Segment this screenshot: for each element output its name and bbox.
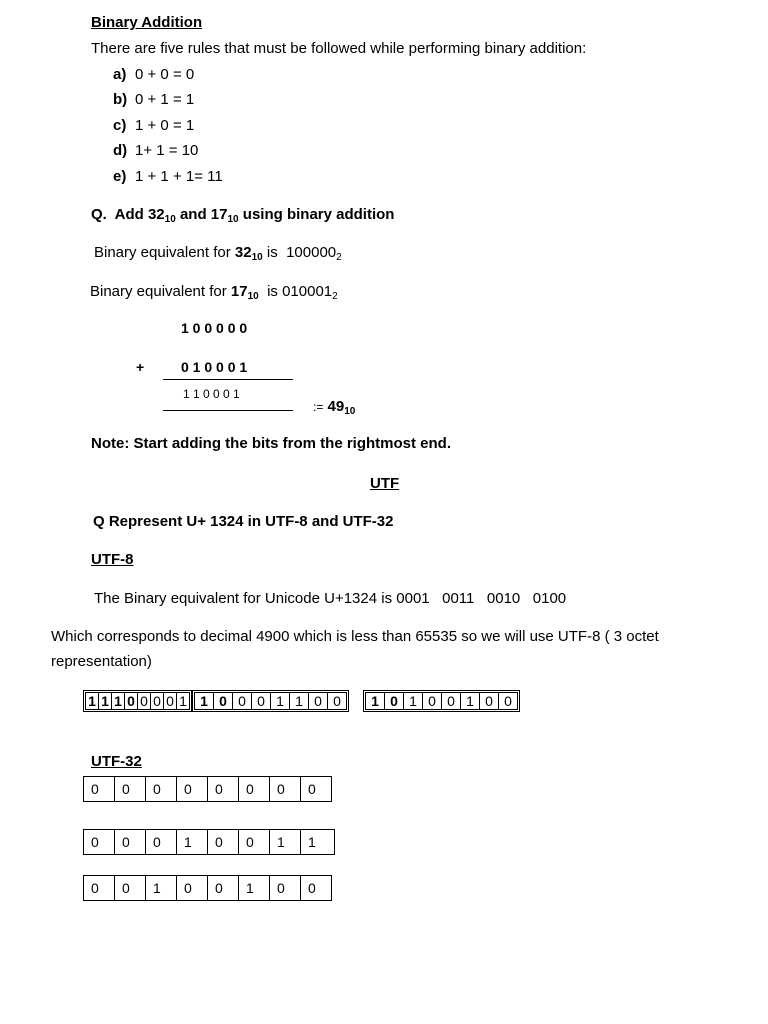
bit-cell: 1 xyxy=(365,692,385,710)
bit-cell: 0 xyxy=(238,776,270,802)
bit-cell: 0 xyxy=(163,692,177,710)
utf32-row-2 xyxy=(83,829,335,855)
rule-text: 1 + 0 = 1 xyxy=(135,117,195,134)
equiv2-line xyxy=(90,283,338,301)
bit-cell: 1 xyxy=(176,829,208,855)
bit-cell: 1 xyxy=(98,692,112,710)
equiv1-is: is xyxy=(266,244,278,261)
bit-cell: 1 xyxy=(289,692,309,710)
question1-and-word: and xyxy=(179,206,207,223)
bit-cell: 0 xyxy=(498,692,518,710)
bit-cell: 0 xyxy=(176,776,208,802)
bit-cell: 0 xyxy=(422,692,442,710)
bit-cell: 0 xyxy=(269,776,301,802)
equiv1-num: 32 xyxy=(234,244,252,261)
equiv2-is: is xyxy=(267,283,278,300)
equiv1-value: 100000 xyxy=(286,244,337,261)
bit-cell: 1 xyxy=(176,692,190,710)
bit-cell: 1 xyxy=(460,692,480,710)
rule-text: 0 + 1 = 1 xyxy=(135,91,195,108)
rule-label: b) xyxy=(113,91,128,108)
addend2: 0 1 0 0 0 1 xyxy=(181,359,248,375)
bit-cell: 0 xyxy=(479,692,499,710)
equiv1-base: 10 xyxy=(251,252,263,263)
utf8-octet-2 xyxy=(192,690,349,712)
rule-item xyxy=(113,168,223,185)
utf32-row-1 xyxy=(83,776,332,802)
utf8-octets xyxy=(83,690,534,712)
bit-cell: 0 xyxy=(145,829,177,855)
rule-item xyxy=(113,66,194,83)
utf32-heading: UTF-32 xyxy=(91,753,142,770)
utf8-explain-line2: representation) xyxy=(51,653,152,670)
bit-cell: 0 xyxy=(213,692,233,710)
rule-item xyxy=(113,142,198,159)
bit-cell: 0 xyxy=(207,829,239,855)
bit-cell: 0 xyxy=(83,829,115,855)
bit-cell: 0 xyxy=(137,692,151,710)
question1-num2: 17 xyxy=(210,206,228,223)
equiv2-base: 10 xyxy=(247,291,259,302)
bit-cell: 0 xyxy=(251,692,271,710)
rule-label: e) xyxy=(113,168,127,185)
bit-cell: 1 xyxy=(270,692,290,710)
rule-text: 1 + 1 + 1= 11 xyxy=(135,168,223,185)
bit-cell: 1 xyxy=(194,692,214,710)
question1-num2-base: 10 xyxy=(227,214,239,225)
bit-cell: 0 xyxy=(150,692,164,710)
binary-addition-heading: Binary Addition xyxy=(91,14,203,31)
utf-question: Q Represent U+ 1324 in UTF-8 and UTF-32 xyxy=(93,513,394,530)
bit-cell: 0 xyxy=(232,692,252,710)
utf8-binary-line: The Binary equivalent for Unicode U+1324 is 0001 0011 0010 0100 xyxy=(94,590,567,607)
bit-cell: 0 xyxy=(114,829,146,855)
bit-cell: 0 xyxy=(327,692,347,710)
bit-cell: 1 xyxy=(145,875,177,901)
utf8-heading: UTF-8 xyxy=(91,551,134,568)
utf8-octet-3 xyxy=(363,690,520,712)
rule-label: d) xyxy=(113,142,128,159)
bit-cell: 1 xyxy=(300,829,335,855)
result-base: 10 xyxy=(344,406,356,417)
result-value: 49 xyxy=(327,398,345,415)
question1-num1: 32 xyxy=(147,206,165,223)
rule-item xyxy=(113,117,194,134)
bit-cell: 0 xyxy=(308,692,328,710)
bit-cell: 0 xyxy=(83,776,115,802)
equiv2-num: 17 xyxy=(230,283,248,300)
equiv1-value-base: 2 xyxy=(336,252,342,263)
equiv2-value-base: 2 xyxy=(332,291,338,302)
utf32-row-3 xyxy=(83,875,332,901)
question1-prefix: Q. xyxy=(91,206,107,223)
rule-text: 1+ 1 = 10 xyxy=(135,142,199,159)
question1-title xyxy=(91,206,394,224)
bit-cell: 0 xyxy=(176,875,208,901)
equiv1-line xyxy=(94,244,342,262)
bit-cell: 0 xyxy=(114,776,146,802)
rule-item xyxy=(113,91,194,108)
utf8-octet-1 xyxy=(83,690,192,712)
rule-label: a) xyxy=(113,66,127,83)
binary-addition-intro: There are five rules that must be followed while performing binary addition: xyxy=(91,40,587,57)
question1-num1-base: 10 xyxy=(164,214,176,225)
equiv2-value: 010001 xyxy=(282,283,333,300)
equiv1-prefix: Binary equivalent for xyxy=(94,244,231,261)
bit-cell: 1 xyxy=(269,829,301,855)
utf-heading: UTF xyxy=(370,475,400,492)
bit-cell: 0 xyxy=(207,875,239,901)
result-eq: := xyxy=(313,400,324,414)
sum-top-line xyxy=(163,379,293,380)
addend1: 1 0 0 0 0 0 xyxy=(181,320,248,336)
bit-cell: 0 xyxy=(300,875,332,901)
rule-label: c) xyxy=(113,117,127,134)
bit-cell: 0 xyxy=(207,776,239,802)
question1-add-word: Add xyxy=(114,206,144,223)
plus-sign: + xyxy=(136,359,145,375)
bit-cell: 0 xyxy=(441,692,461,710)
sum-value: 1 1 0 0 0 1 xyxy=(183,387,240,401)
bit-cell: 1 xyxy=(238,875,270,901)
note: Note: Start adding the bits from the rightmost end. xyxy=(91,435,451,452)
bit-cell: 1 xyxy=(85,692,99,710)
result xyxy=(313,398,355,416)
equiv2-prefix: Binary equivalent for xyxy=(90,283,227,300)
bit-cell: 0 xyxy=(384,692,404,710)
bit-cell: 0 xyxy=(83,875,115,901)
rule-text: 0 + 0 = 0 xyxy=(135,66,195,83)
bit-cell: 0 xyxy=(124,692,138,710)
bit-cell: 0 xyxy=(238,829,270,855)
bit-cell: 1 xyxy=(403,692,423,710)
sum-bottom-line xyxy=(163,410,293,411)
bit-cell: 1 xyxy=(111,692,125,710)
question1-suffix: using binary addition xyxy=(242,206,395,223)
bit-cell: 0 xyxy=(114,875,146,901)
utf8-explain-line1: Which corresponds to decimal 4900 which is less than 65535 so we will use UTF-8 ( 3 octet xyxy=(51,628,659,645)
bit-cell: 0 xyxy=(145,776,177,802)
bit-cell: 0 xyxy=(269,875,301,901)
bit-cell: 0 xyxy=(300,776,332,802)
